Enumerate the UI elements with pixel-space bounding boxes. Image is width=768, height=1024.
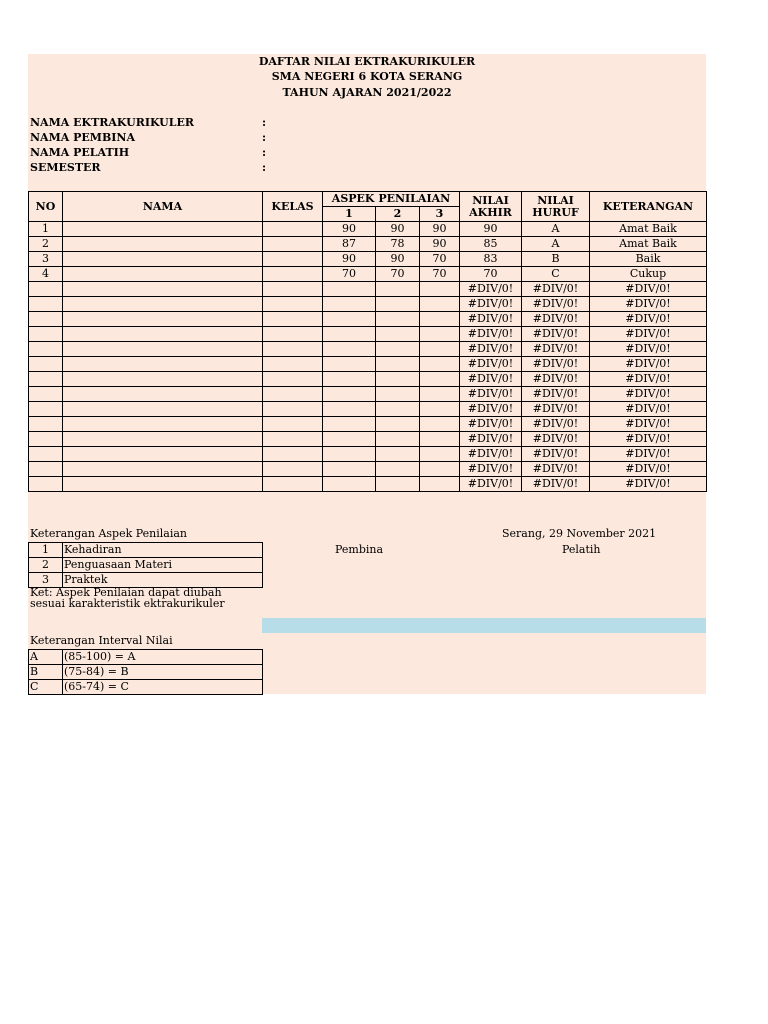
cell-no xyxy=(29,282,63,297)
cell-keterangan: #DIV/0! xyxy=(590,417,707,432)
cell-nilai-akhir: 85 xyxy=(460,237,522,252)
cell-nama xyxy=(63,222,263,237)
cell-no xyxy=(29,372,63,387)
aspek-no: 3 xyxy=(29,573,63,588)
cell-kelas xyxy=(263,297,323,312)
cell-no xyxy=(29,402,63,417)
interval-legend-table xyxy=(28,649,263,695)
cell-keterangan: #DIV/0! xyxy=(590,357,707,372)
cell-nama xyxy=(63,297,263,312)
cell-kelas xyxy=(263,372,323,387)
cell-nama xyxy=(63,342,263,357)
info-label-pelatih: NAMA PELATIH xyxy=(30,146,130,159)
cell-nilai-huruf: A xyxy=(522,237,590,252)
cell-nilai-akhir: #DIV/0! xyxy=(460,387,522,402)
cell-aspek-2 xyxy=(376,282,420,297)
cell-aspek-1 xyxy=(323,297,376,312)
cell-nilai-akhir: #DIV/0! xyxy=(460,372,522,387)
highlight-band xyxy=(262,618,706,633)
cell-nilai-huruf: #DIV/0! xyxy=(522,342,590,357)
header-no: NO xyxy=(29,192,63,222)
table-row xyxy=(29,222,707,237)
header-nama: NAMA xyxy=(63,192,263,222)
cell-aspek-3: 70 xyxy=(420,252,460,267)
cell-kelas xyxy=(263,477,323,492)
cell-nilai-huruf: #DIV/0! xyxy=(522,432,590,447)
interval-range: (85-100) = A xyxy=(63,650,263,665)
cell-nilai-akhir: #DIV/0! xyxy=(460,477,522,492)
interval-grade: C xyxy=(29,680,63,695)
table-row xyxy=(29,462,707,477)
aspek-legend-table xyxy=(28,542,263,588)
cell-aspek-2 xyxy=(376,327,420,342)
cell-keterangan: #DIV/0! xyxy=(590,402,707,417)
table-row xyxy=(29,312,707,327)
cell-nama xyxy=(63,417,263,432)
cell-keterangan: #DIV/0! xyxy=(590,462,707,477)
cell-aspek-2 xyxy=(376,432,420,447)
aspek-label: Penguasaan Materi xyxy=(63,558,263,573)
cell-aspek-3 xyxy=(420,432,460,447)
title-line-1: DAFTAR NILAI EKTRAKURIKULER xyxy=(258,55,476,68)
cell-keterangan: #DIV/0! xyxy=(590,387,707,402)
cell-no xyxy=(29,387,63,402)
table-row xyxy=(29,342,707,357)
header-nilai-huruf xyxy=(522,192,590,222)
cell-aspek-2 xyxy=(376,477,420,492)
cell-aspek-1 xyxy=(323,342,376,357)
cell-nilai-huruf: #DIV/0! xyxy=(522,312,590,327)
title-line-3: TAHUN AJARAN 2021/2022 xyxy=(282,86,452,99)
table-row xyxy=(29,402,707,417)
cell-aspek-2 xyxy=(376,297,420,312)
cell-aspek-3 xyxy=(420,387,460,402)
interval-range: (65-74) = C xyxy=(63,680,263,695)
cell-aspek-3 xyxy=(420,402,460,417)
header-nilai-akhir xyxy=(460,192,522,222)
cell-keterangan: Amat Baik xyxy=(590,237,707,252)
cell-nilai-akhir: #DIV/0! xyxy=(460,327,522,342)
table-row xyxy=(29,447,707,462)
cell-nilai-akhir: #DIV/0! xyxy=(460,312,522,327)
cell-aspek-2 xyxy=(376,357,420,372)
cell-no xyxy=(29,462,63,477)
cell-nilai-akhir: 90 xyxy=(460,222,522,237)
aspek-label: Praktek xyxy=(63,573,263,588)
cell-kelas xyxy=(263,222,323,237)
cell-aspek-2 xyxy=(376,342,420,357)
grades-table-body xyxy=(29,222,707,492)
cell-no: 3 xyxy=(29,252,63,267)
cell-no xyxy=(29,327,63,342)
cell-nilai-huruf: #DIV/0! xyxy=(522,327,590,342)
cell-aspek-1 xyxy=(323,357,376,372)
interval-range: (75-84) = B xyxy=(63,665,263,680)
cell-keterangan: Amat Baik xyxy=(590,222,707,237)
cell-aspek-1 xyxy=(323,372,376,387)
cell-nilai-akhir: #DIV/0! xyxy=(460,432,522,447)
table-row xyxy=(29,252,707,267)
cell-aspek-1 xyxy=(323,402,376,417)
table-row xyxy=(29,432,707,447)
cell-no xyxy=(29,357,63,372)
header-kelas: KELAS xyxy=(263,192,323,222)
cell-aspek-1 xyxy=(323,417,376,432)
info-colon: : xyxy=(262,146,267,159)
cell-nama xyxy=(63,372,263,387)
worksheet xyxy=(28,54,706,694)
cell-aspek-1 xyxy=(323,282,376,297)
cell-nama xyxy=(63,357,263,372)
cell-aspek-3 xyxy=(420,327,460,342)
cell-nilai-akhir: #DIV/0! xyxy=(460,342,522,357)
cell-nilai-huruf: #DIV/0! xyxy=(522,462,590,477)
cell-keterangan: #DIV/0! xyxy=(590,312,707,327)
cell-keterangan: Cukup xyxy=(590,267,707,282)
aspek-legend-row xyxy=(29,543,263,558)
cell-nama xyxy=(63,237,263,252)
cell-nilai-akhir: #DIV/0! xyxy=(460,447,522,462)
cell-no xyxy=(29,447,63,462)
cell-kelas xyxy=(263,252,323,267)
header-aspek-3: 3 xyxy=(420,207,460,222)
header-aspek-2: 2 xyxy=(376,207,420,222)
cell-nama xyxy=(63,312,263,327)
table-row xyxy=(29,387,707,402)
aspek-legend-title: Keterangan Aspek Penilaian xyxy=(30,527,188,540)
cell-no xyxy=(29,312,63,327)
table-row xyxy=(29,417,707,432)
interval-grade: B xyxy=(29,665,63,680)
info-label-semester: SEMESTER xyxy=(30,161,101,174)
cell-keterangan: #DIV/0! xyxy=(590,372,707,387)
header-nilai-huruf-line1: NILAI xyxy=(537,193,574,207)
cell-aspek-3 xyxy=(420,447,460,462)
cell-kelas xyxy=(263,312,323,327)
cell-aspek-2 xyxy=(376,372,420,387)
cell-aspek-3: 90 xyxy=(420,222,460,237)
header-nilai-akhir-line1: NILAI xyxy=(472,193,509,207)
cell-nilai-akhir: #DIV/0! xyxy=(460,357,522,372)
cell-nilai-akhir: 83 xyxy=(460,252,522,267)
cell-nilai-huruf: #DIV/0! xyxy=(522,387,590,402)
cell-aspek-2 xyxy=(376,462,420,477)
cell-kelas xyxy=(263,267,323,282)
header-aspek-penilaian: ASPEK PENILAIAN xyxy=(323,192,460,207)
cell-nilai-huruf: #DIV/0! xyxy=(522,447,590,462)
cell-nama xyxy=(63,387,263,402)
cell-aspek-2 xyxy=(376,387,420,402)
cell-keterangan: #DIV/0! xyxy=(590,342,707,357)
cell-no xyxy=(29,297,63,312)
aspek-note-line-2: sesuai karakteristik ektrakurikuler xyxy=(30,597,225,610)
cell-no: 4 xyxy=(29,267,63,282)
cell-aspek-1 xyxy=(323,327,376,342)
aspek-no: 2 xyxy=(29,558,63,573)
cell-nama xyxy=(63,432,263,447)
cell-aspek-3: 90 xyxy=(420,237,460,252)
cell-aspek-2: 78 xyxy=(376,237,420,252)
table-row xyxy=(29,372,707,387)
cell-nilai-huruf: #DIV/0! xyxy=(522,402,590,417)
cell-nama xyxy=(63,402,263,417)
interval-row xyxy=(29,650,263,665)
info-colon: : xyxy=(262,161,267,174)
aspek-label: Kehadiran xyxy=(63,543,263,558)
table-row xyxy=(29,477,707,492)
cell-aspek-2: 70 xyxy=(376,267,420,282)
cell-aspek-3 xyxy=(420,357,460,372)
interval-row xyxy=(29,680,263,695)
table-row xyxy=(29,327,707,342)
aspek-legend-row xyxy=(29,558,263,573)
cell-kelas xyxy=(263,462,323,477)
cell-aspek-1 xyxy=(323,477,376,492)
header-keterangan: KETERANGAN xyxy=(590,192,707,222)
signature-pelatih: Pelatih xyxy=(562,543,601,556)
table-row xyxy=(29,282,707,297)
cell-aspek-2 xyxy=(376,417,420,432)
cell-aspek-3 xyxy=(420,372,460,387)
cell-nama xyxy=(63,267,263,282)
table-row xyxy=(29,357,707,372)
interval-legend-title: Keterangan Interval Nilai xyxy=(30,634,173,647)
cell-nilai-akhir: #DIV/0! xyxy=(460,282,522,297)
signature-pembina: Pembina xyxy=(335,543,384,556)
cell-aspek-1: 90 xyxy=(323,222,376,237)
cell-nilai-huruf: A xyxy=(522,222,590,237)
cell-nama xyxy=(63,477,263,492)
cell-aspek-3 xyxy=(420,312,460,327)
cell-keterangan: #DIV/0! xyxy=(590,327,707,342)
cell-nilai-akhir: #DIV/0! xyxy=(460,462,522,477)
cell-nilai-huruf: C xyxy=(522,267,590,282)
cell-keterangan: #DIV/0! xyxy=(590,297,707,312)
cell-aspek-2 xyxy=(376,447,420,462)
table-row xyxy=(29,297,707,312)
cell-nilai-huruf: B xyxy=(522,252,590,267)
cell-keterangan: #DIV/0! xyxy=(590,447,707,462)
cell-aspek-1: 87 xyxy=(323,237,376,252)
cell-nama xyxy=(63,447,263,462)
cell-kelas xyxy=(263,327,323,342)
cell-nama xyxy=(63,462,263,477)
cell-aspek-2 xyxy=(376,312,420,327)
table-row xyxy=(29,237,707,252)
cell-aspek-3 xyxy=(420,462,460,477)
cell-no: 1 xyxy=(29,222,63,237)
header-nilai-huruf-line2: HURUF xyxy=(532,205,579,219)
interval-grade: A xyxy=(29,650,63,665)
cell-nilai-akhir: #DIV/0! xyxy=(460,297,522,312)
header-aspek-1: 1 xyxy=(323,207,376,222)
cell-nilai-akhir: #DIV/0! xyxy=(460,417,522,432)
interval-row xyxy=(29,665,263,680)
cell-aspek-3 xyxy=(420,342,460,357)
cell-no xyxy=(29,432,63,447)
cell-aspek-2 xyxy=(376,402,420,417)
cell-keterangan: #DIV/0! xyxy=(590,282,707,297)
cell-nilai-akhir: 70 xyxy=(460,267,522,282)
cell-nilai-huruf: #DIV/0! xyxy=(522,297,590,312)
info-colon: : xyxy=(262,116,267,129)
cell-aspek-1 xyxy=(323,387,376,402)
cell-aspek-1: 70 xyxy=(323,267,376,282)
cell-kelas xyxy=(263,357,323,372)
aspek-note-line-1: Ket: Aspek Penilaian dapat diubah xyxy=(30,586,222,599)
cell-nilai-huruf: #DIV/0! xyxy=(522,372,590,387)
cell-aspek-3 xyxy=(420,297,460,312)
cell-nilai-huruf: #DIV/0! xyxy=(522,417,590,432)
cell-no xyxy=(29,342,63,357)
header-nilai-akhir-line2: AKHIR xyxy=(469,205,512,219)
cell-nilai-huruf: #DIV/0! xyxy=(522,282,590,297)
cell-kelas xyxy=(263,237,323,252)
cell-kelas xyxy=(263,402,323,417)
cell-kelas xyxy=(263,417,323,432)
cell-aspek-1 xyxy=(323,447,376,462)
title-line-2: SMA NEGERI 6 KOTA SERANG xyxy=(271,70,463,83)
table-row xyxy=(29,267,707,282)
cell-keterangan: #DIV/0! xyxy=(590,477,707,492)
grades-table xyxy=(28,191,707,492)
cell-aspek-1 xyxy=(323,462,376,477)
info-colon: : xyxy=(262,131,267,144)
cell-keterangan: Baik xyxy=(590,252,707,267)
cell-nama xyxy=(63,282,263,297)
cell-nilai-huruf: #DIV/0! xyxy=(522,477,590,492)
cell-aspek-2: 90 xyxy=(376,252,420,267)
cell-aspek-1: 90 xyxy=(323,252,376,267)
place-date: Serang, 29 November 2021 xyxy=(502,527,657,540)
cell-kelas xyxy=(263,342,323,357)
cell-nama xyxy=(63,252,263,267)
cell-keterangan: #DIV/0! xyxy=(590,432,707,447)
cell-kelas xyxy=(263,387,323,402)
cell-kelas xyxy=(263,282,323,297)
cell-nilai-akhir: #DIV/0! xyxy=(460,402,522,417)
cell-kelas xyxy=(263,432,323,447)
cell-kelas xyxy=(263,447,323,462)
cell-aspek-3 xyxy=(420,282,460,297)
cell-nama xyxy=(63,327,263,342)
info-label-ekskul: NAMA EKTRAKURIKULER xyxy=(30,116,195,129)
cell-aspek-3: 70 xyxy=(420,267,460,282)
info-label-pembina: NAMA PEMBINA xyxy=(30,131,135,144)
cell-aspek-3 xyxy=(420,477,460,492)
cell-aspek-3 xyxy=(420,417,460,432)
aspek-no: 1 xyxy=(29,543,63,558)
cell-no: 2 xyxy=(29,237,63,252)
cell-no xyxy=(29,417,63,432)
cell-aspek-1 xyxy=(323,312,376,327)
cell-aspek-2: 90 xyxy=(376,222,420,237)
cell-no xyxy=(29,477,63,492)
cell-aspek-1 xyxy=(323,432,376,447)
cell-nilai-huruf: #DIV/0! xyxy=(522,357,590,372)
